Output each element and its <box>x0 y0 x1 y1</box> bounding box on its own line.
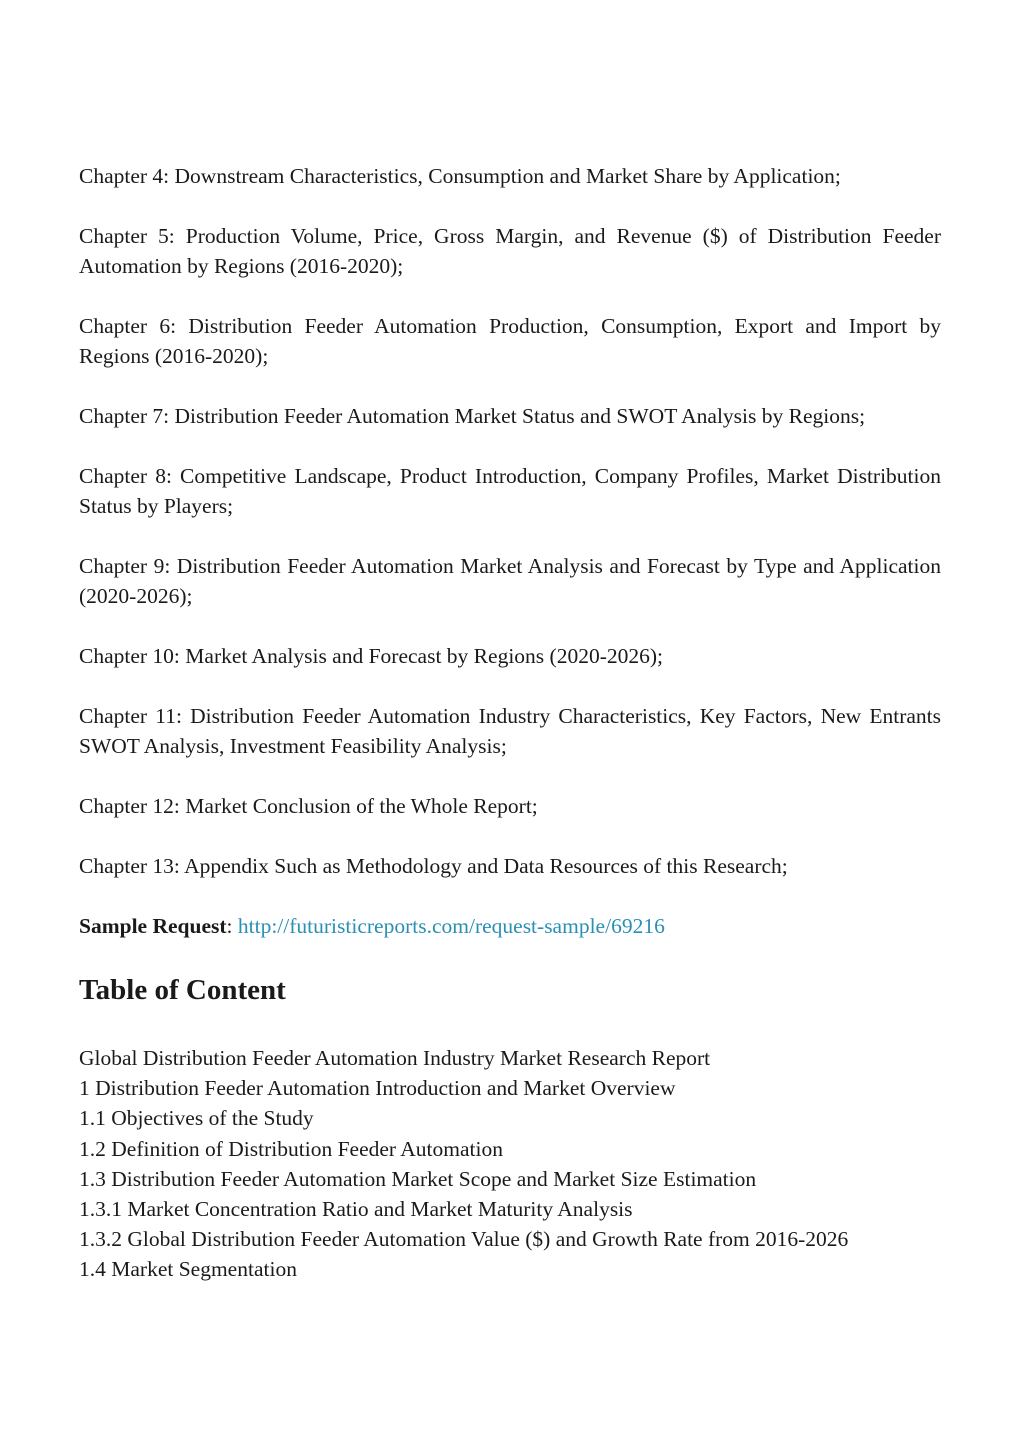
chapter-10-text: Chapter 10: Market Analysis and Forecast by Regions (2020-2026); <box>79 644 663 668</box>
document-page <box>79 161 941 1285</box>
toc-item: 1.3.1 Market Concentration Ratio and Market Maturity Analysis <box>79 1197 633 1222</box>
chapter-8-text: Chapter 8: Competitive Landscape, Product Introduction, Company Profiles, Market Distribution Status by Players; <box>79 464 941 518</box>
chapter-12-text: Chapter 12: Market Conclusion of the Whole Report; <box>79 794 538 818</box>
sample-request-label: Sample Request <box>79 914 227 938</box>
toc-item: 1.3 Distribution Feeder Automation Market Scope and Market Size Estimation <box>79 1166 757 1191</box>
sample-request-link[interactable]: http://futuristicreports.com/request-sample/69216 <box>237 914 665 938</box>
chapter-5-text: Chapter 5: Production Volume, Price, Gross Margin, and Revenue ($) of Distribution Feeder Automation by Regions (2016-2020); <box>79 224 941 278</box>
toc-item: 1.3.2 Global Distribution Feeder Automation Value ($) and Growth Rate from 2016-2026 <box>79 1227 849 1252</box>
chapter-7-text: Chapter 7: Distribution Feeder Automation Market Status and SWOT Analysis by Regions; <box>79 404 866 428</box>
toc-item: Global Distribution Feeder Automation Industry Market Research Report <box>79 1046 711 1070</box>
toc-item: 1 Distribution Feeder Automation Introduction and Market Overview <box>79 1076 676 1101</box>
chapter-6-text: Chapter 6: Distribution Feeder Automation Production, Consumption, Export and Import by Regions (2016-2020); <box>79 314 941 368</box>
toc-item: 1.2 Definition of Distribution Feeder Automation <box>79 1136 503 1161</box>
chapter-9-text: Chapter 9: Distribution Feeder Automation Market Analysis and Forecast by Type and Application (2020-2026); <box>79 554 941 608</box>
chapter-11-text: Chapter 11: Distribution Feeder Automation Industry Characteristics, Key Factors, New Entrants SWOT Analysis, Investment Feasibility Analysis; <box>79 704 941 758</box>
toc-item: 1.4 Market Segmentation <box>79 1257 297 1282</box>
chapter-4-text: Chapter 4: Downstream Characteristics, Consumption and Market Share by Application; <box>79 164 841 188</box>
chapter-list <box>79 161 941 881</box>
sample-request-separator: : <box>226 914 233 938</box>
toc-item: 1.1 Objectives of the Study <box>79 1106 314 1131</box>
sample-request-line <box>79 911 941 941</box>
toc-list <box>79 1043 941 1285</box>
chapter-13-text: Chapter 13: Appendix Such as Methodology and Data Resources of this Research; <box>79 854 788 878</box>
toc-heading: Table of Content <box>79 974 286 1006</box>
